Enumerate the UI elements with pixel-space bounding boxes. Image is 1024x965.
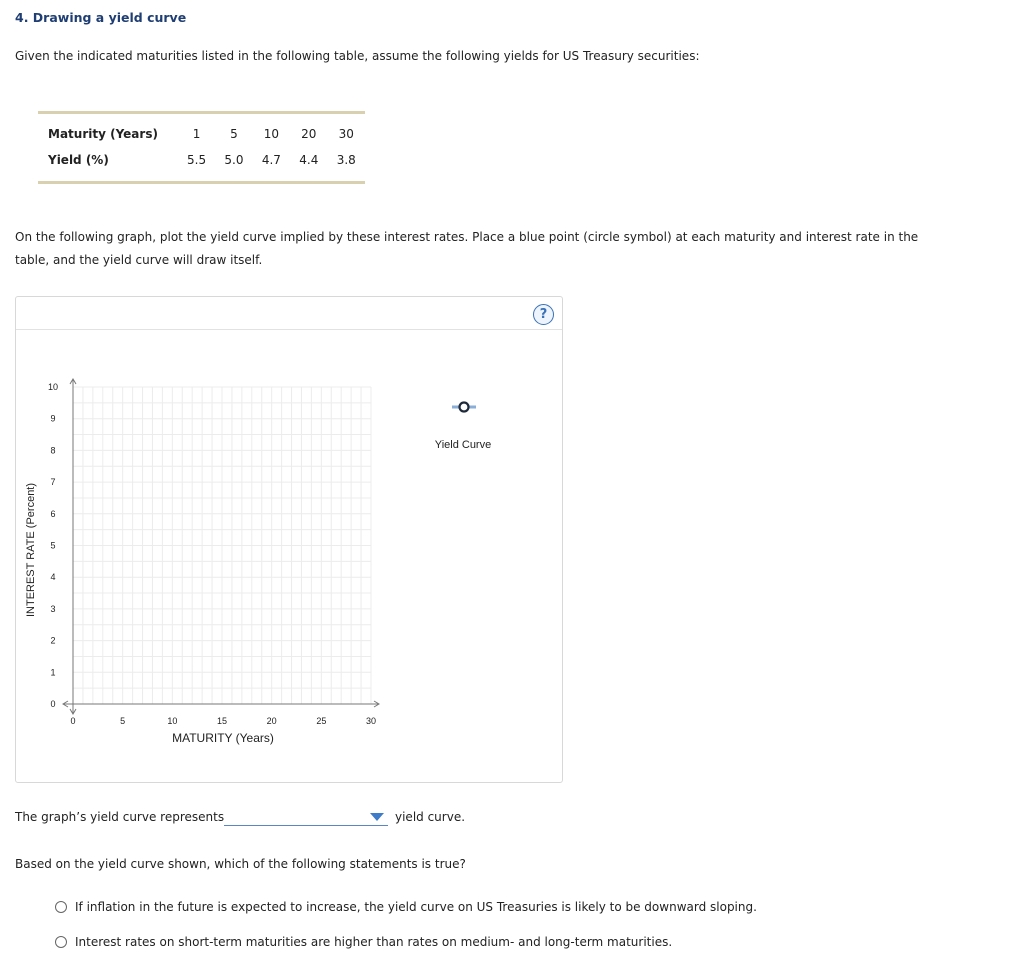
table-row-maturity <box>38 121 365 147</box>
plot-grid <box>73 387 371 704</box>
yield-table <box>38 111 365 184</box>
x-tick-label: 25 <box>316 716 327 726</box>
maturity-cell: 1 <box>192 127 201 141</box>
question2-prompt: Based on the yield curve shown, which of the following statements is true? <box>15 857 466 871</box>
y-tick-label: 0 <box>50 699 56 709</box>
y-tick-label: 10 <box>47 382 59 392</box>
radio-button[interactable] <box>55 901 67 913</box>
x-tick-label: 15 <box>216 716 228 726</box>
y-axis-label: INTEREST RATE (Percent) <box>25 482 37 618</box>
x-tick-label: 5 <box>120 716 126 726</box>
maturity-label: Maturity (Years) <box>48 127 158 141</box>
y-tick-label: 1 <box>50 667 56 678</box>
legend-label: Yield Curve <box>434 439 492 451</box>
chevron-down-icon[interactable] <box>370 813 384 821</box>
x-tick-label: 0 <box>70 716 76 726</box>
table-bottom-rule <box>38 181 365 184</box>
x-axis-ticks <box>70 716 376 726</box>
y-tick-label: 9 <box>50 413 56 424</box>
table-top-rule <box>38 111 365 114</box>
table-row-yield <box>38 147 365 173</box>
maturity-cell: 5 <box>230 127 238 141</box>
answer-option[interactable] <box>55 900 757 914</box>
maturity-cell: 20 <box>301 127 317 141</box>
x-tick-label: 20 <box>266 716 277 726</box>
y-tick-label: 4 <box>50 572 56 583</box>
help-icon[interactable]: ? <box>533 304 554 325</box>
y-tick-label: 6 <box>50 508 56 519</box>
yield-cell: 5.5 <box>187 153 207 167</box>
circle-point-icon[interactable] <box>460 403 469 412</box>
x-tick-label: 30 <box>365 716 377 726</box>
intro-text: Given the indicated maturities listed in the following table, assume the following yields for US Treasury securities: <box>15 49 700 63</box>
y-tick-label: 7 <box>50 477 56 488</box>
yield-label: Yield (%) <box>48 153 109 167</box>
y-tick-label: 8 <box>50 445 56 456</box>
answer-option[interactable] <box>55 935 672 949</box>
yield-cell: 3.8 <box>336 153 356 167</box>
x-tick-label: 10 <box>167 716 178 726</box>
graph-panel <box>15 296 563 783</box>
x-axis-label: MATURITY (Years) <box>172 731 274 745</box>
yield-cell: 4.7 <box>261 153 281 167</box>
y-tick-label: 3 <box>50 603 56 614</box>
instruction-line-2: table, and the yield curve will draw itself. <box>15 253 263 267</box>
question-title: 4. Drawing a yield curve <box>15 10 187 25</box>
maturity-cell: 10 <box>263 127 280 141</box>
instruction-line-1: On the following graph, plot the yield curve implied by these interest rates. Place a blue point (circle symbol) at each maturity and interest rate in the <box>15 230 919 244</box>
question1-suffix: yield curve. <box>395 810 466 824</box>
option-label: If inflation in the future is expected to increase, the yield curve on US Treasuries is likely to be downward sloping. <box>75 900 757 914</box>
yield-curve-point-tool[interactable] <box>452 403 476 412</box>
graph-canvas[interactable] <box>16 297 562 782</box>
y-tick-label: 2 <box>50 635 56 646</box>
y-tick-label: 5 <box>50 540 56 551</box>
option-label: Interest rates on short-term maturities are higher than rates on medium- and long-term maturities. <box>75 935 673 949</box>
yield-curve-type-select[interactable] <box>224 808 388 826</box>
question1-prefix: The graph’s yield curve represents <box>15 810 225 824</box>
radio-button[interactable] <box>55 936 67 948</box>
y-axis-ticks <box>48 382 58 709</box>
yield-cell: 5.0 <box>224 153 244 167</box>
yield-cell: 4.4 <box>299 153 319 167</box>
maturity-cell: 30 <box>338 127 354 141</box>
